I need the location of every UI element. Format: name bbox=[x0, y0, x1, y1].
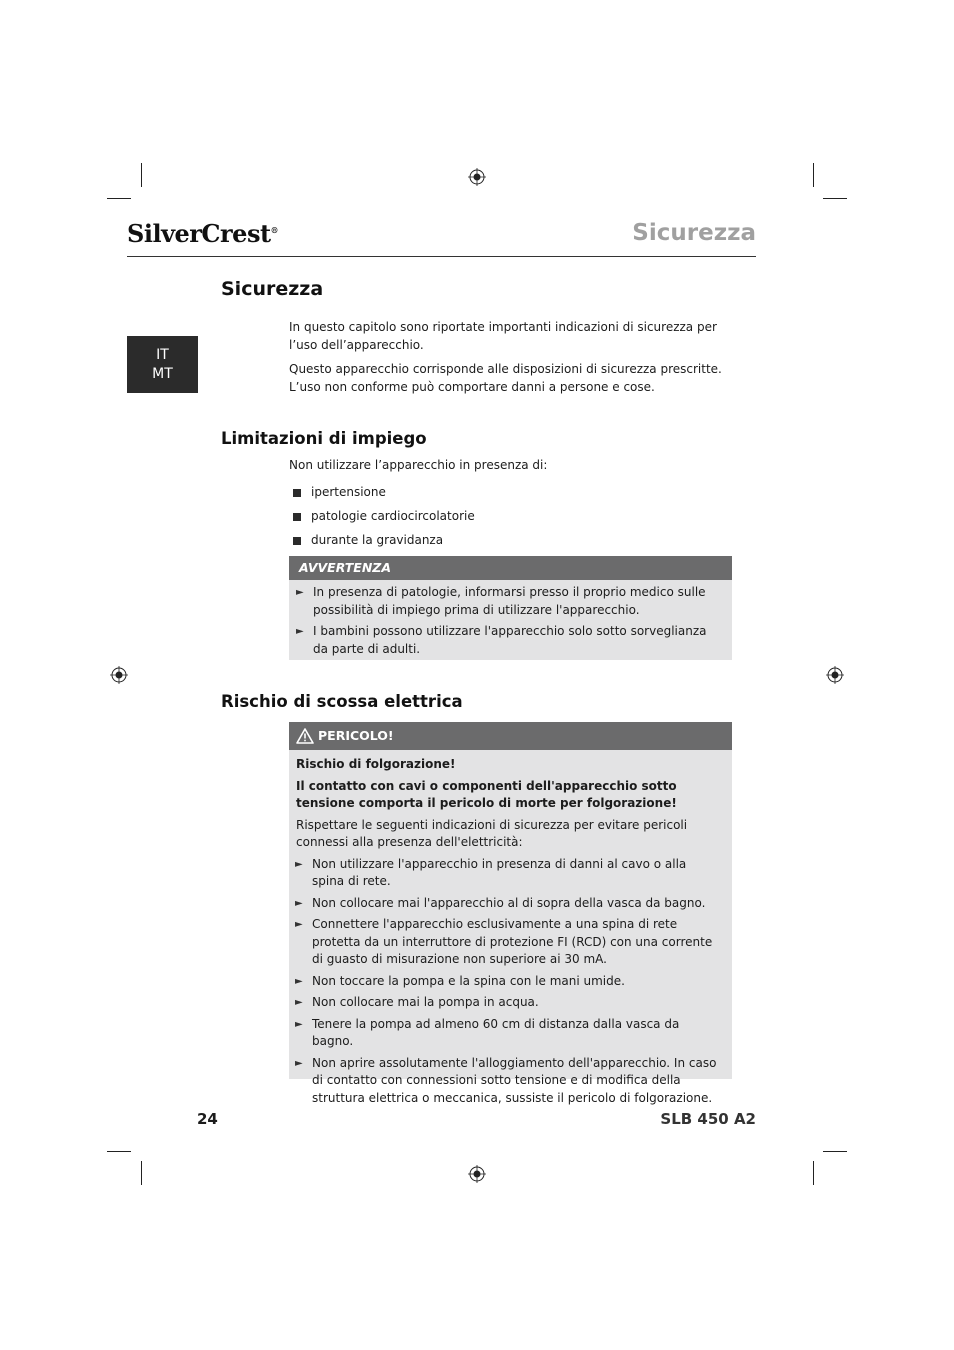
list-item bbox=[293, 508, 475, 525]
intro-paragraph: In questo capitolo sono riportate importanti indicazioni di sicurezza per l’uso dell’apparecchio. bbox=[289, 320, 717, 352]
warning-item bbox=[289, 623, 722, 658]
danger-item bbox=[288, 856, 722, 891]
danger-item-text: Tenere la pompa ad almeno 60 cm di distanza dalla vasca da bagno. bbox=[312, 1016, 680, 1048]
lead-text: Non utilizzare l’apparecchio in presenza di: bbox=[289, 458, 548, 472]
section-title: Sicurezza bbox=[221, 278, 324, 300]
warning-item bbox=[289, 584, 722, 619]
list-item-text: patologie cardiocircolatorie bbox=[311, 509, 475, 523]
arrow-bullet-icon: ► bbox=[295, 997, 303, 1008]
danger-item-text: Non collocare mai la pompa in acqua. bbox=[312, 995, 539, 1009]
crop-mark bbox=[141, 163, 142, 187]
arrow-bullet-icon: ► bbox=[296, 587, 304, 598]
danger-heading: Rischio di folgorazione! bbox=[296, 757, 456, 771]
intro-paragraph: Questo apparecchio corrisponde alle disposizioni di sicurezza prescritte. L’uso non conforme può comportare danni a persone e cose. bbox=[289, 362, 722, 394]
danger-intro: Rispettare le seguenti indicazioni di sicurezza per evitare pericoli connessi alla presenza dell'elettricità: bbox=[296, 817, 688, 849]
warning-item-text: I bambini possono utilizzare l'apparecchio solo sotto sorveglianza da parte di adulti. bbox=[313, 624, 707, 656]
registration-mark-icon bbox=[468, 168, 486, 186]
crop-mark bbox=[813, 1161, 814, 1185]
crop-mark bbox=[141, 1161, 142, 1185]
language-tab bbox=[127, 336, 198, 393]
square-bullet-icon bbox=[293, 537, 301, 545]
danger-item bbox=[288, 1055, 722, 1108]
danger-item bbox=[288, 916, 722, 969]
danger-item-text: Connettere l'apparecchio esclusivamente a una spina di rete protetta da un interruttore di protezione FI (RCD) con una corrente di guasto di misurazione non superiore ai 30 mA. bbox=[312, 917, 713, 966]
registration-mark-icon bbox=[110, 666, 128, 684]
list-item-text: ipertensione bbox=[311, 485, 386, 499]
crop-mark bbox=[107, 1151, 131, 1152]
danger-header bbox=[289, 722, 732, 750]
model-name: SLB 450 A2 bbox=[660, 1110, 756, 1128]
crop-mark bbox=[823, 1151, 847, 1152]
brand-logo: SilverCrest® bbox=[127, 219, 279, 248]
header-divider bbox=[127, 256, 756, 257]
square-bullet-icon bbox=[293, 513, 301, 521]
danger-box bbox=[289, 722, 732, 1105]
warning-box bbox=[289, 556, 732, 660]
subsection-title: Rischio di scossa elettrica bbox=[221, 692, 463, 711]
list-item bbox=[293, 532, 443, 549]
language-code: MT bbox=[152, 365, 173, 382]
danger-item bbox=[288, 994, 722, 1012]
arrow-bullet-icon: ► bbox=[295, 1057, 303, 1069]
arrow-bullet-icon: ► bbox=[295, 1018, 303, 1030]
registration-mark-icon bbox=[468, 1165, 486, 1183]
danger-item bbox=[288, 973, 722, 991]
danger-statement: Il contatto con cavi o componenti dell'apparecchio sotto tensione comporta il pericolo di morte per folgorazione! bbox=[296, 778, 677, 810]
list-item-text: durante la gravidanza bbox=[311, 533, 444, 547]
arrow-bullet-icon: ► bbox=[296, 626, 304, 637]
page-header-title: Sicurezza bbox=[632, 220, 756, 246]
warning-label: AVVERTENZA bbox=[289, 556, 732, 580]
danger-item-text: Non collocare mai l'apparecchio al di sopra della vasca da bagno. bbox=[312, 895, 706, 910]
arrow-bullet-icon: ► bbox=[295, 919, 303, 930]
crop-mark bbox=[107, 198, 131, 199]
crop-mark bbox=[823, 198, 847, 199]
page-number: 24 bbox=[197, 1110, 218, 1128]
danger-item bbox=[288, 895, 722, 913]
danger-item-text: Non aprire assolutamente l'alloggiamento dell'apparecchio. In caso di contatto con connessioni sotto tensione e di modifica della struttura elettrica o meccanica, sussiste il pericolo di folgorazione. bbox=[312, 1055, 717, 1105]
language-code: IT bbox=[156, 346, 169, 363]
arrow-bullet-icon: ► bbox=[295, 858, 303, 870]
danger-item-text: Non utilizzare l'apparecchio in presenza di danni al cavo o alla spina di rete. bbox=[312, 856, 687, 888]
danger-item-text: Non toccare la pompa e la spina con le mani umide. bbox=[312, 973, 625, 988]
danger-item bbox=[288, 1016, 722, 1051]
square-bullet-icon bbox=[293, 489, 301, 497]
danger-label: PERICOLO! bbox=[318, 728, 394, 743]
crop-mark bbox=[813, 163, 814, 187]
logo-text: SilverCrest bbox=[127, 219, 271, 248]
arrow-bullet-icon: ► bbox=[295, 897, 303, 909]
warning-triangle-icon bbox=[296, 728, 314, 744]
warning-item-text: In presenza di patologie, informarsi presso il proprio medico sulle possibilità di impiego prima di utilizzare l'apparecchio. bbox=[313, 585, 706, 617]
arrow-bullet-icon: ► bbox=[295, 975, 303, 987]
list-item bbox=[293, 484, 386, 501]
subsection-title: Limitazioni di impiego bbox=[221, 429, 427, 448]
registration-mark-icon bbox=[826, 666, 844, 684]
